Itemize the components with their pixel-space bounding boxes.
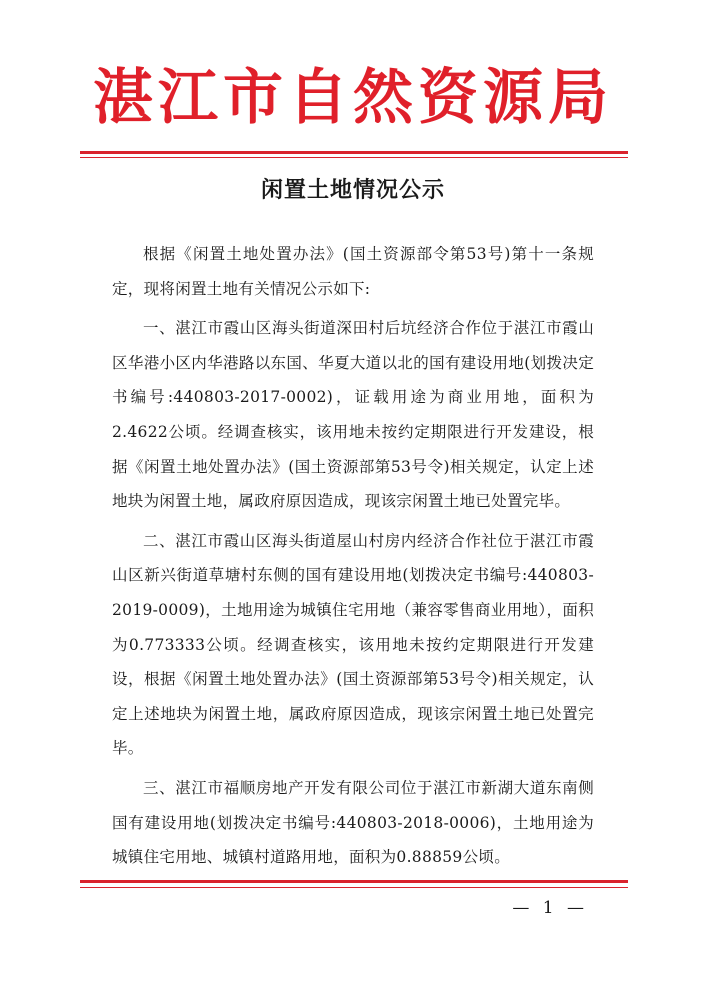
paragraph-intro: 根据《闲置土地处置办法》(国土资源部令第53号)第十一条规定，现将闲置土地有关情况公示如下: <box>112 245 594 298</box>
letterhead-org-name: 湛江市自然资源局 <box>93 63 613 133</box>
paragraph-item-3: 三、湛江市福顺房地产开发有限公司位于湛江市新湖大道东南侧国有建设用地(划拨决定书编号:440803-2018-0006)，土地用途为城镇住宅用地、城镇村道路用地，面积为0.88859公顷。 <box>112 778 594 867</box>
footer-rule-thick <box>80 880 628 883</box>
document-title: 闲置土地情况公示 <box>260 177 445 203</box>
letterhead-rule-thin <box>80 157 628 158</box>
document-body <box>112 237 594 875</box>
paragraph-item-1: 一、湛江市霞山区海头街道深田村后坑经济合作位于湛江市霞山区华港小区内华港路以东国、华夏大道以北的国有建设用地(划拨决定书编号:440803-2017-0002)，证载用途为商业用地，面积为2.4622公顷。经调查核实，该用地未按约定期限进行开发建设，根据《闲置土地处置办法》(国土资源部第53号令)相关规定，认定上述地块为闲置土地，属政府原因造成，现该宗闲置土地已处置完毕。 <box>112 319 594 511</box>
footer-rule-thin <box>80 887 628 888</box>
paragraph-item-2: 二、湛江市霞山区海头街道屋山村房内经济合作社位于湛江市霞山区新兴街道草塘村东侧的国有建设用地(划拨决定书编号:440803-2019-0009)，土地用途为城镇住宅用地（兼容零售商业用地），面积为0.773333公顷。经调查核实，该用地未按约定期限进行开发建设，根据《闲置土地处置办法》(国土资源部第53号令)相关规定，认定上述地块为闲置土地，属政府原因造成，现该宗闲置土地已处置完毕。 <box>112 531 594 758</box>
letterhead-rule-thick <box>80 151 628 154</box>
page-number: — 1 — <box>512 898 588 918</box>
